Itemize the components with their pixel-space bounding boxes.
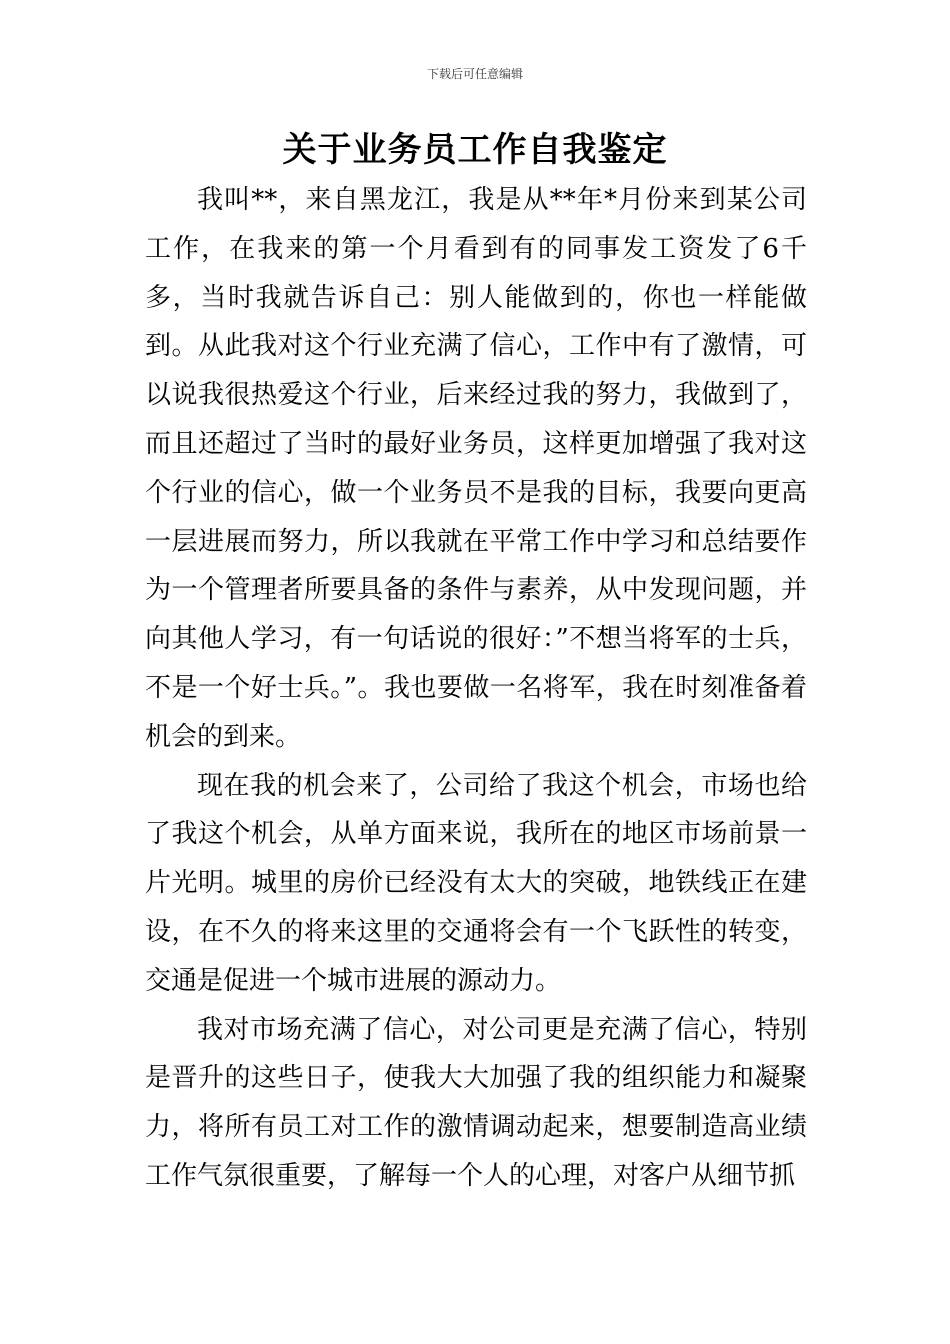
paragraph-3: 我对市场充满了信心，对公司更是充满了信心，特别是晋升的这些日子，使我大大加强了我的组织能力和凝聚力，将所有员工对工作的激情调动起来，想要制造高业绩工作气氛很重要，了解每一个人的心理，对客户从细节抓: [145, 1014, 807, 1191]
paragraph-1: 我叫**，来自黑龙江，我是从**年*月份来到某公司工作，在我来的第一个月看到有的同事发工资发了6千多，当时我就告诉自己：别人能做到的，你也一样能做到。从此我对这个行业充满了信心，工作中有了激情，可以说我很热爱这个行业，后来经过我的努力，我做到了，而且还超过了当时的最好业务员，这样更加增强了我对这个行业的信心，做一个业务员不是我的目标，我要向更高一层进展而努力，所以我就在平常工作中学习和总结要作为一个管理者所要具备的条件与素养，从中发现问题，并向其他人学习，有一句话说的很好：”不想当将军的士兵，不是一个好士兵。”。我也要做一名将军，我在时刻准备着机会的到来。: [145, 185, 807, 752]
document-body: [145, 176, 807, 1201]
header-note: 下载后可任意编辑: [426, 67, 523, 81]
document-title: 关于业务员工作自我鉴定: [282, 130, 668, 170]
paragraph-2: 现在我的机会来了，公司给了我这个机会，市场也给了我这个机会，从单方面来说，我所在的地区市场前景一片光明。城里的房价已经没有太大的突破，地铁线正在建设，在不久的将来这里的交通将会有一个飞跃性的转变，交通是促进一个城市进展的源动力。: [145, 770, 807, 996]
